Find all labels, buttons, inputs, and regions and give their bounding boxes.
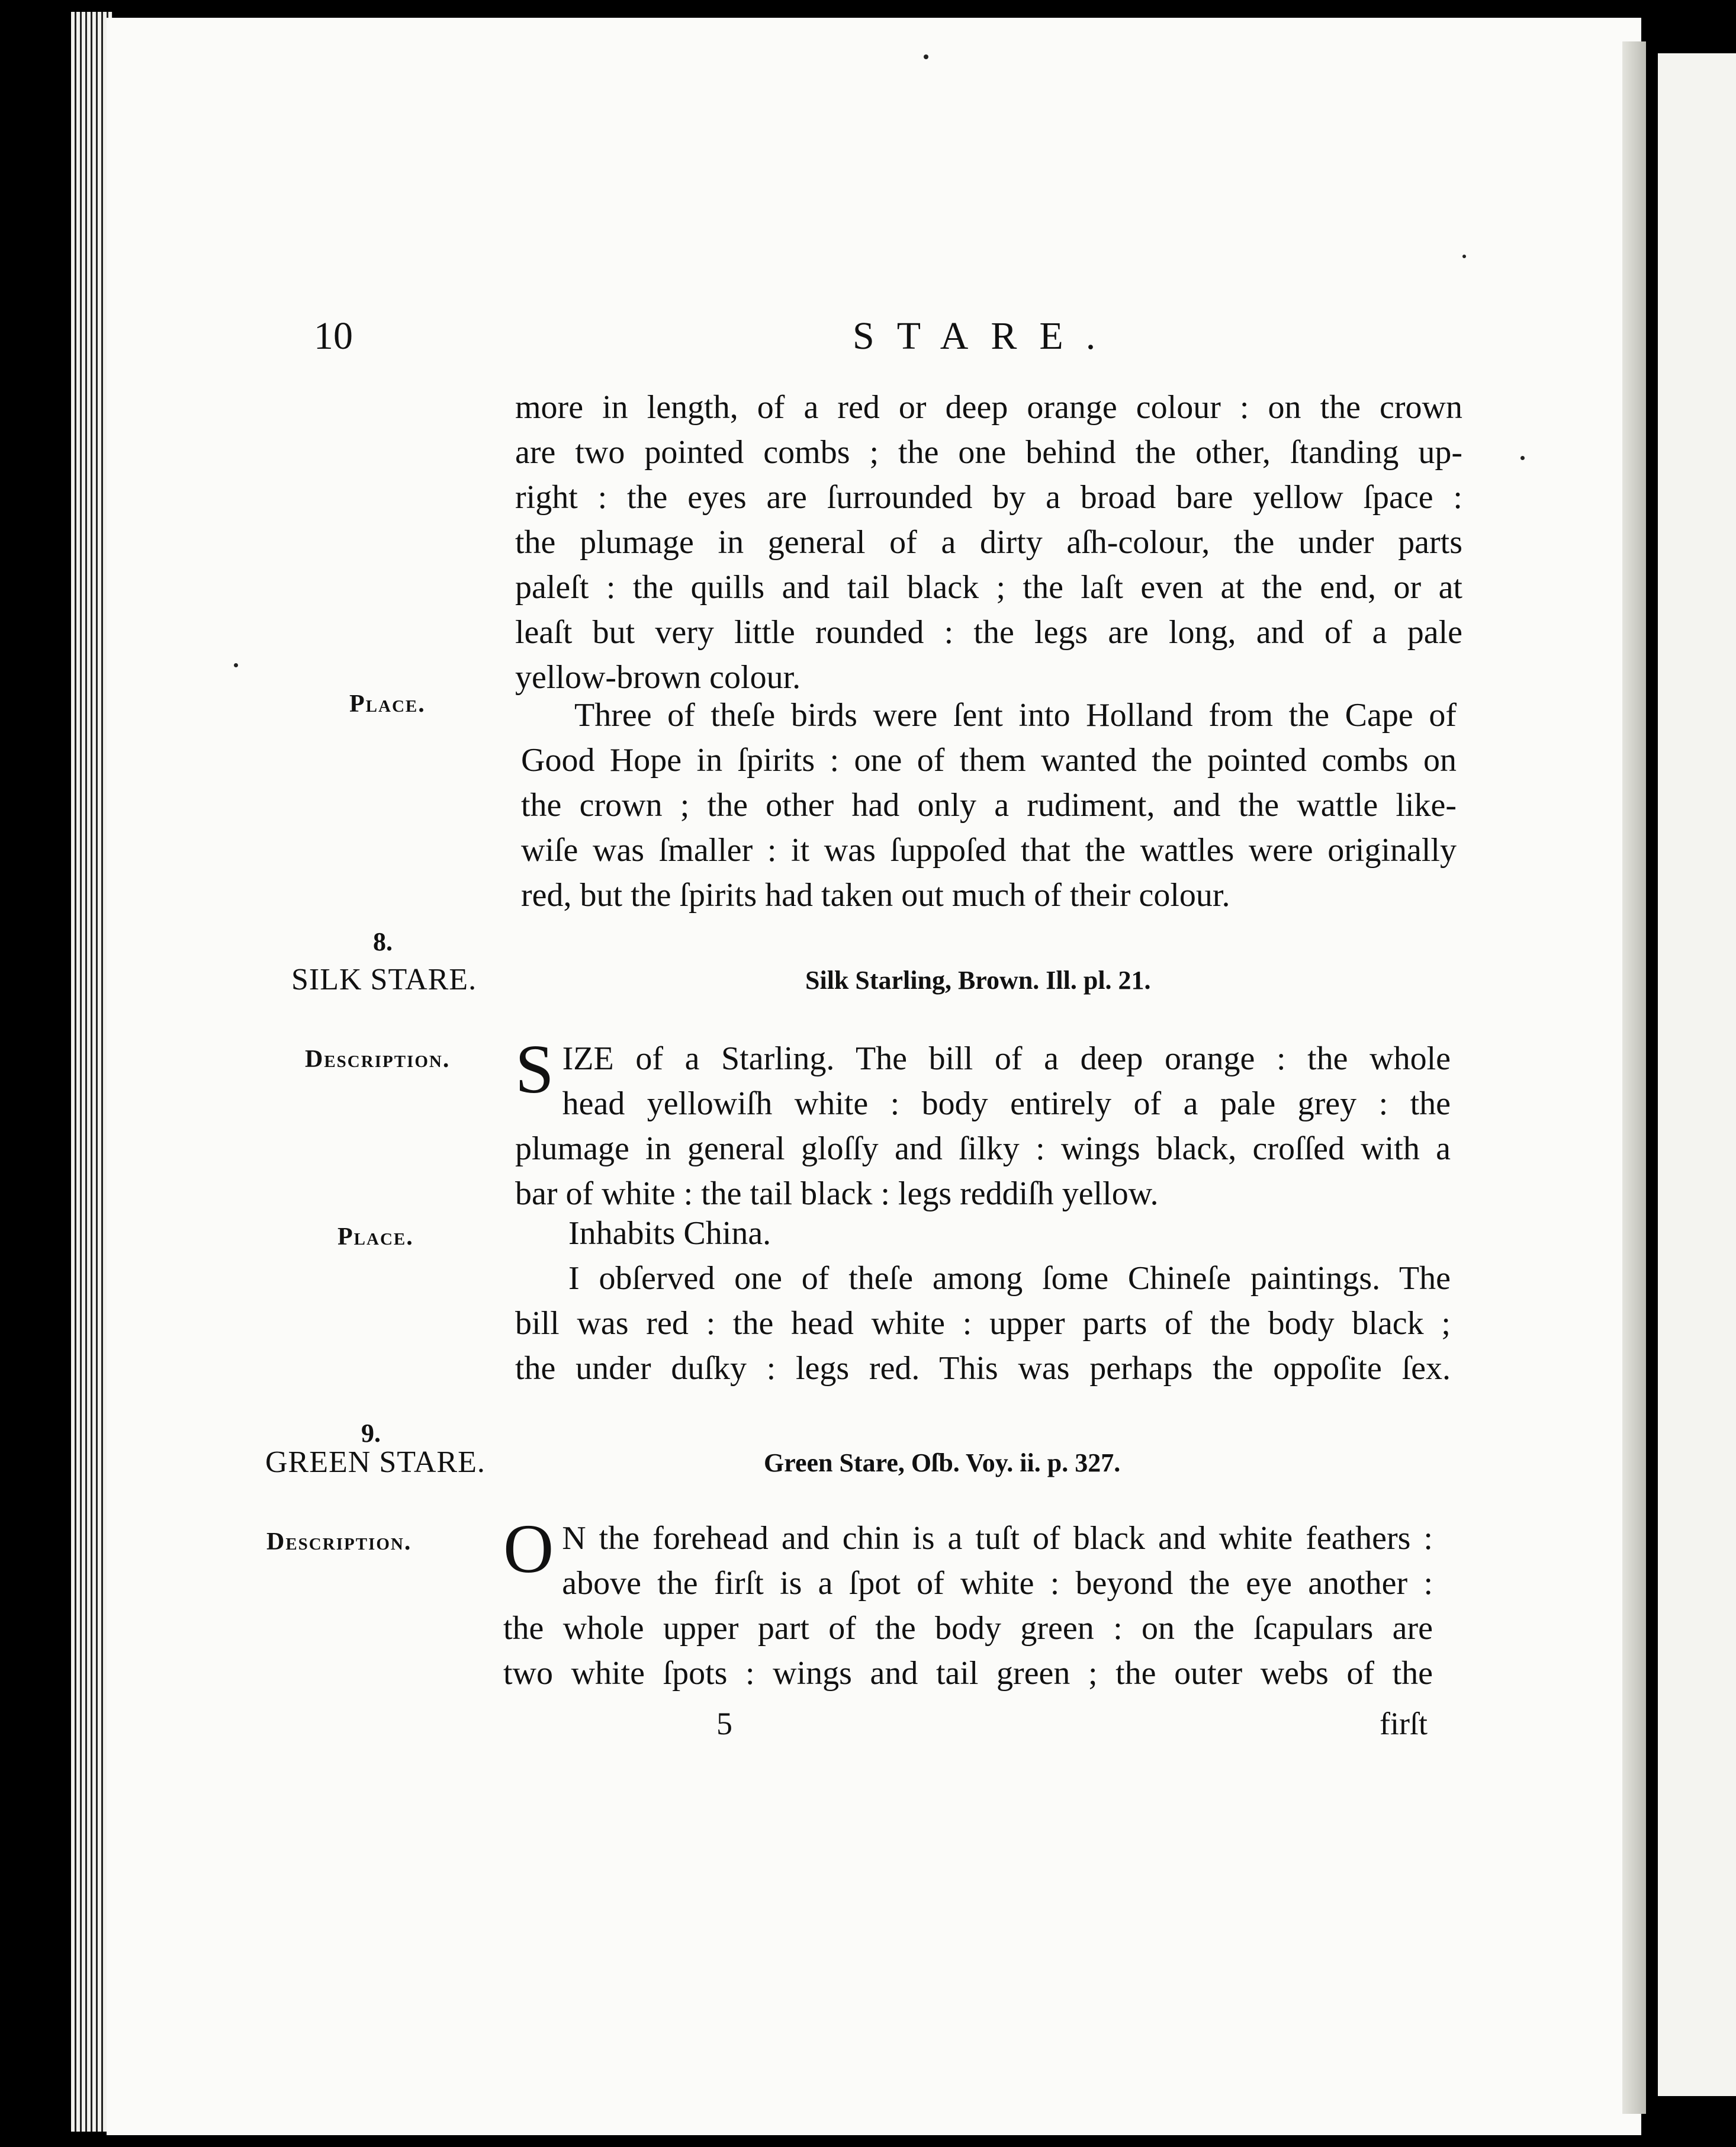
ink-speck [1520,456,1525,460]
ink-speck [1462,255,1466,258]
place-paragraph [521,693,1457,918]
species-name: GREEN STARE. [265,1445,486,1479]
page-number: 10 [314,314,353,358]
text-line: more in length, of a red or deep orange colour : on the crown [515,389,1462,426]
text-line: Good Hope in ſpirits : one of them wanted the pointed combs on [521,742,1457,779]
ink-speck [234,663,238,667]
text-line: the crown ; the other had only a rudiment, and the wattle like- [521,787,1457,824]
text-line: the plumage in general of a dirty aſh-colour, the under parts [515,524,1462,561]
description-label: Description. [305,1046,451,1073]
running-title: STARE. [853,314,1118,358]
text-line: the under duſky : legs red. This was perhaps the oppoſite ſex. [515,1350,1451,1387]
text-line: two white ſpots : wings and tail green ; the outer webs of the [503,1655,1433,1692]
species-synonym: Green Stare, Oſb. Voy. ii. p. 327. [764,1448,1121,1477]
text-line: wiſe was ſmaller : it was ſuppoſed that the wattles were originally [521,832,1457,869]
text-line: I obſerved one of theſe among ſome Chineſe paintings. The [568,1260,1451,1297]
text-line: are two pointed combs ; the one behind the other, ſtanding up- [515,434,1462,471]
text-line: head yellowiſh white : body entirely of a pale grey : the [562,1085,1451,1122]
text-line: leaſt but very little rounded : the legs are long, and of a pale [515,614,1462,651]
species-number: 9. [361,1419,381,1448]
drop-cap: O [503,1510,554,1587]
text-line: Three of theſe birds were ſent into Holland from the Cape of [574,697,1457,734]
text-line: right : the eyes are ſurrounded by a broad bare yellow ſpace : [515,479,1462,516]
text-line: plumage in general gloſſy and ſilky : wings black, croſſed with a [515,1130,1451,1167]
drop-cap: S [515,1030,554,1108]
text-line: red, but the ſpirits had taken out much of their colour. [521,877,1230,914]
place-label: Place. [349,690,426,718]
description-paragraph [515,1030,1451,1216]
gutter-shadow [1622,41,1646,2114]
species-number: 8. [373,927,393,956]
text-line: above the firſt is a ſpot of white : beyond the eye another : [562,1565,1433,1602]
text-line: the whole upper part of the body green : on the ſcapulars are [503,1610,1433,1647]
catchword: firſt [1380,1706,1428,1741]
text-line: IZE of a Starling. The bill of a deep orange : the whole [562,1040,1451,1077]
text-line: yellow-brown colour. [515,659,801,696]
paragraph-continued [515,385,1462,700]
text-line: N the forehead and chin is a tuſt of black and white feathers : [562,1520,1433,1557]
text-line: Inhabits China. [568,1215,771,1252]
description-paragraph [503,1510,1433,1696]
text-line: bill was red : the head white : upper parts of the body black ; [515,1305,1451,1342]
text-line: bar of white : the tail black : legs reddiſh yellow. [515,1175,1159,1212]
adjacent-page [1658,53,1736,2096]
species-name: SILK STARE. [291,963,477,997]
signature-mark: 5 [716,1706,732,1741]
ink-speck [924,54,928,59]
species-synonym: Silk Starling, Brown. Ill. pl. 21. [805,966,1151,995]
place-label: Place. [337,1223,414,1251]
text-line: paleſt : the quills and tail black ; the laſt even at the end, or at [515,569,1462,606]
place-paragraph [515,1211,1451,1391]
description-label: Description. [266,1528,412,1555]
